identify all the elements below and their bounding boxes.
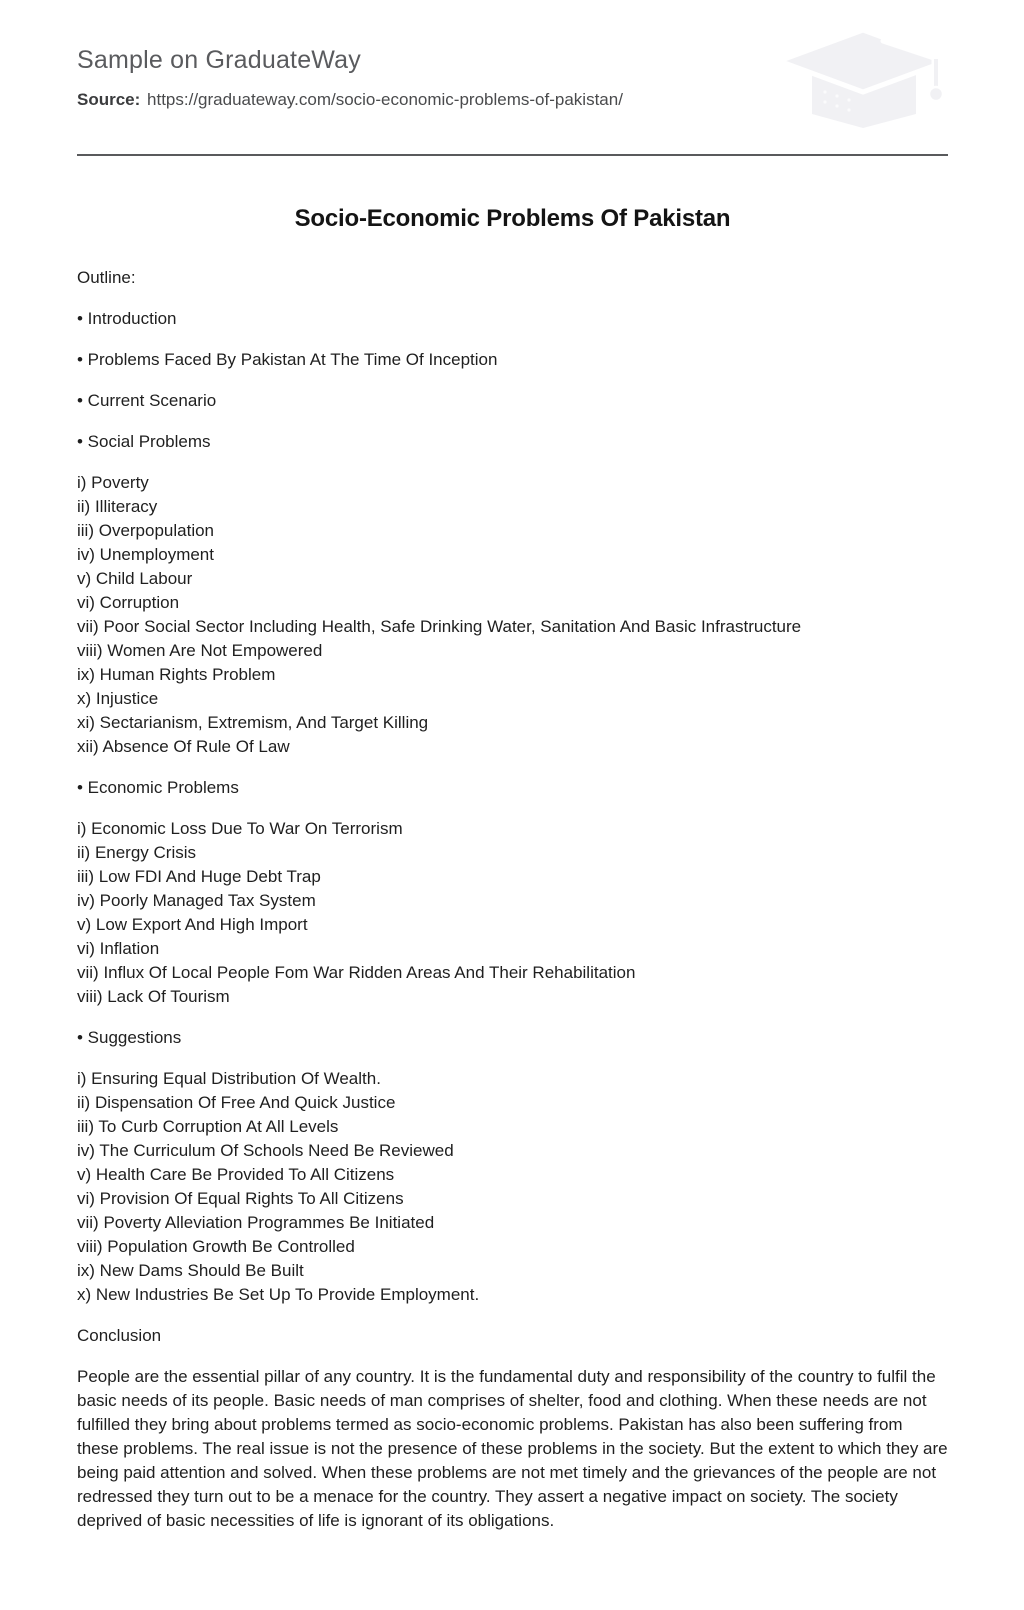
- header-divider: [77, 154, 948, 156]
- conclusion-paragraph: People are the essential pillar of any country. It is the fundamental duty and responsibility of the country to fulfil the basic needs of its people. Basic needs of man comprises of shelter, food and clothing. When these needs are not fulfilled they bring about problems termed as socio-economic problems. Pakistan has also been suffering from these problems. The real issue is not the presence of these problems in the society. But the extent to which they are being paid attention and solved. When these problems are not met timely and the grievances of the people are not redressed they turn out to be a menace for the country. They assert a negative impact on society. The society deprived of basic necessities of life is ignorant of its obligations.: [77, 1367, 948, 1530]
- sample-on-graduateway-title: Sample on GraduateWay: [77, 46, 361, 74]
- social-problems-list: i) Poverty ii) Illiteracy iii) Overpopulation iv) Unemployment v) Child Labour vi) Corruption vii) Poor Social Sector Including Health, Safe Drinking Water, Sanitation And Basic Infrastructure viii) Women Are Not Empowered ix) Human Rights Problem x) Injustice xi) Sectarianism, Extremism, And Target Killing xii) Absence Of Rule Of Law: [77, 473, 802, 756]
- outline-bullet-suggestions: • Suggestions: [77, 1028, 182, 1047]
- outline-bullet-economic-problems: • Economic Problems: [77, 778, 239, 797]
- outline-label: Outline:: [77, 268, 136, 287]
- page-header: [77, 45, 948, 112]
- outline-bullet-introduction: • Introduction: [77, 309, 177, 328]
- suggestions-list: i) Ensuring Equal Distribution Of Wealth. ii) Dispensation Of Free And Quick Justice iii) To Curb Corruption At All Levels iv) The Curriculum Of Schools Need Be Reviewed v) Health Care Be Provided To All Citizens vi) Provision Of Equal Rights To All Citizens vii) Poverty Alleviation Programmes Be Initiated viii) Population Growth Be Controlled ix) New Dams Should Be Built x) New Industries Be Set Up To Provide Employment.: [77, 1069, 480, 1304]
- conclusion-label: Conclusion: [77, 1326, 162, 1345]
- economic-problems-list: i) Economic Loss Due To War On Terrorism ii) Energy Crisis iii) Low FDI And Huge Debt Trap iv) Poorly Managed Tax System v) Low Export And High Import vi) Inflation vii) Influx Of Local People Fom War Ridden Areas And Their Rehabilitation viii) Lack Of Tourism: [77, 819, 636, 1006]
- source-url: https://graduateway.com/socio-economic-problems-of-pakistan/: [147, 90, 623, 109]
- source-label: Source:: [77, 90, 141, 109]
- document-body: [77, 266, 948, 1533]
- source-line: [77, 88, 948, 112]
- outline-bullet-social-problems: • Social Problems: [77, 432, 211, 451]
- document-title: Socio-Economic Problems Of Pakistan: [294, 205, 731, 232]
- outline-bullet-problems-at-inception: • Problems Faced By Pakistan At The Time Of Inception: [77, 350, 498, 369]
- outline-bullet-current-scenario: • Current Scenario: [77, 391, 217, 410]
